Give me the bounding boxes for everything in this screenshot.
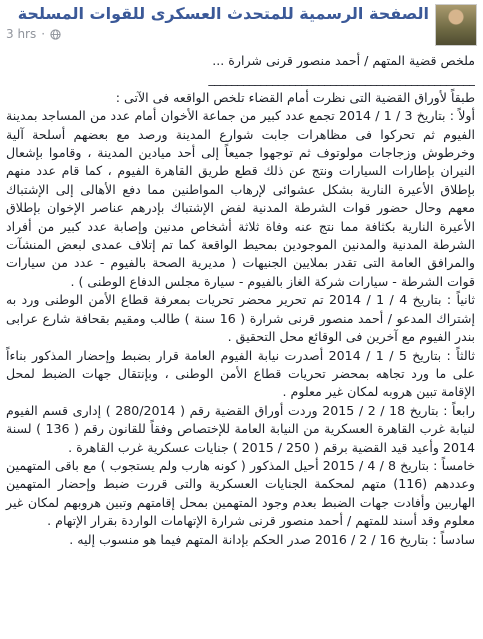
separator-line: ______________________________________________	[208, 71, 475, 87]
globe-icon[interactable]	[50, 29, 61, 40]
paragraph-third: ثالثاً : بتاريخ 5 / 1 / 2014 أصدرت نيابة الفيوم العامة قرار بضبط وإحضار المذكور بناءاً على ما ورد تجاهه بمحضر تحريات قطاع الأمن الوطنى ، وبإنتقال جهات الضبط لمحل الإقامة تبين هروبه لمكان غير معلوم .	[6, 347, 476, 400]
post-body	[6, 52, 475, 549]
meta-separator: ·	[41, 27, 46, 41]
intro-line: طبقاً لأوراق القضية التى نظرت أمام القضاء تلخص الواقعه فى الآتى :	[115, 89, 475, 105]
page-avatar[interactable]	[435, 4, 477, 46]
page-name-link[interactable]: الصفحة الرسمية للمتحدث العسكرى للقوات المسلحة	[17, 4, 429, 23]
post-meta	[6, 27, 61, 41]
post-title-line: ملخص قضية المتهم / أحمد منصور قرنى شرارة ...	[212, 53, 475, 68]
post-timestamp[interactable]: 3 hrs	[6, 27, 37, 41]
post-header	[0, 0, 483, 46]
paragraph-second: ثانياً : بتاريخ 4 / 1 / 2014 تم تحرير محضر تحريات بمعرفة قطاع الأمن الوطنى ورد به إشتراك المدعو / أحمد منصور قرنى شرارة ( 16 سنة ) طالب ومقيم بقحافة شارع عرابى بندر الفيوم مع آخرين فى الوقائع محل التحقيق .	[6, 292, 476, 345]
paragraph-sixth: سادساً : بتاريخ 16 / 2 / 2016 صدر الحكم بإدانة المتهم فيما هو منسوب إليه .	[69, 531, 475, 547]
paragraph-fifth: خامساً : بتاريخ 8 / 4 / 2015 أحيل المذكور ( كونه هارب ولم يستجوب ) مع باقى المتهمين وعددهم (116) متهم لمحكمة الجنايات العسكرية والتى قررت ضبط وإحضار المتهمين الهاربين وأفادت جهات الضبط بعدم وجود المتهمين بمحل إقامتهم وتبين هروبهم لمكان غير معلوم وقد أسند للمتهم / أحمد منصور قرنى شرارة الإتهامات الواردة بقرار الإتهام .	[6, 457, 476, 529]
paragraph-first: أولاً : بتاريخ 3 / 1 / 2014 تجمع عدد كبير من جماعة الأخوان أمام عدد من المساجد بمدينة الفيوم ثم تحركوا فى مظاهرات جابت شوارع المدينة ورصد مع بعضهم أسلحة آلية وخرطوش وزجاجات مولوتوف ثم توجهوا جميعاً إلى أحد ميادين المدينة ، وقاموا بإشعال النيران بإطارات السيارات ونتج عن ذلك قطع طريق القاهرة الفيوم ، كما قام عدد منهم بإطلاق الأعيرة النارية بشكل عشوائى لإرهاب المواطنين مما دفع الأهالى إلى الإشتباك معهم وحال حضور قوات الشرطة المدنية لفض الإشتباك بإدرهم عناصر الإخوان بإطلاق الأعيرة النارية بكثافة مما نتج عنه وفاة ثلاثة أشخاص مدنين وإصابة عدد كبير من أفراد الشرطة المدنية والمدنين الموجودين بمحيط الواقعة كما تم إتلاف عمدى لبعض المنشآت والمرافق العامة التى تقدر بملايين الجنيهات ( مديرية الصحة بالفيوم - عدد من سيارات قوات الشرطة - سيارات شركة الغاز بالفيوم - سيارة مجلس الدفاع الوطنى ) .	[6, 108, 476, 289]
paragraph-fourth: رابعاً : بتاريخ 18 / 2 / 2015 وردت أوراق القضية رقم ( 280/2014 ) إدارى قسم الفيوم لنيابة غرب القاهرة العسكرية من النيابة العامة للإختصاص وفقاً للقانون رقم ( 136 ) لسنة 2014 وأعيد قيد القضية برقم ( 250 / 2015 ) جنايات عسكرية غرب القاهرة .	[6, 402, 476, 455]
